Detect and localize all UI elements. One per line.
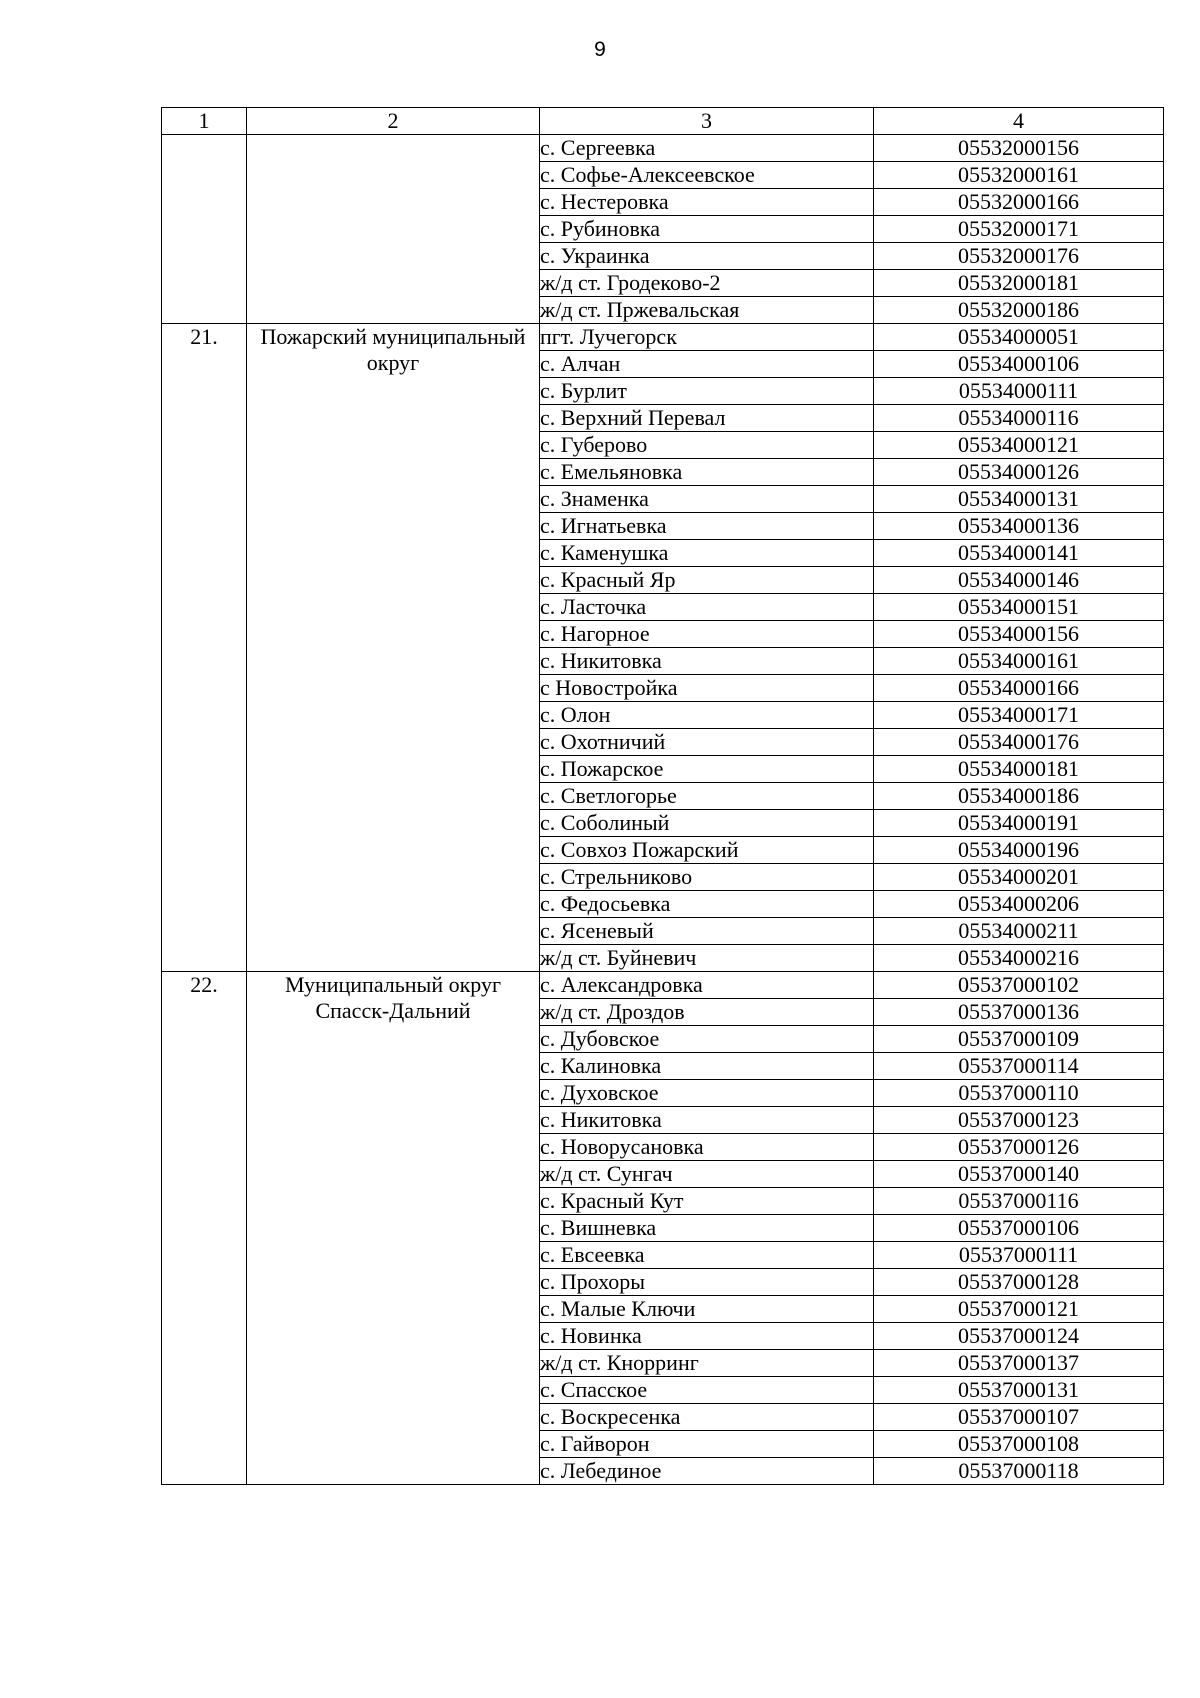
oktmo-code: 05534000161 (874, 648, 1164, 675)
settlement-name: с. Новорусановка (540, 1134, 874, 1161)
settlement-name: с. Вишневка (540, 1215, 874, 1242)
column-header: 4 (874, 108, 1164, 135)
settlement-name: с. Светлогорье (540, 783, 874, 810)
oktmo-code: 05537000102 (874, 972, 1164, 999)
settlement-name: с. Олон (540, 702, 874, 729)
oktmo-code: 05534000201 (874, 864, 1164, 891)
oktmo-code: 05534000176 (874, 729, 1164, 756)
settlement-name: с Новостройка (540, 675, 874, 702)
settlement-registry-table (161, 107, 1164, 1485)
oktmo-code: 05537000116 (874, 1188, 1164, 1215)
settlement-name: с. Красный Яр (540, 567, 874, 594)
settlement-name: с. Каменушка (540, 540, 874, 567)
oktmo-code: 05534000186 (874, 783, 1164, 810)
settlement-name: с. Игнатьевка (540, 513, 874, 540)
column-header: 2 (247, 108, 540, 135)
settlement-name: с. Дубовское (540, 1026, 874, 1053)
oktmo-code: 05534000141 (874, 540, 1164, 567)
oktmo-code: 05534000216 (874, 945, 1164, 972)
settlement-name: с. Губерово (540, 432, 874, 459)
settlement-name: пгт. Лучегорск (540, 324, 874, 351)
oktmo-code: 05537000107 (874, 1404, 1164, 1431)
oktmo-code: 05537000140 (874, 1161, 1164, 1188)
oktmo-code: 05532000156 (874, 135, 1164, 162)
settlement-name: с. Александровка (540, 972, 874, 999)
oktmo-code: 05532000186 (874, 297, 1164, 324)
oktmo-code: 05534000171 (874, 702, 1164, 729)
settlement-name: ж/д ст. Буйневич (540, 945, 874, 972)
oktmo-code: 05532000161 (874, 162, 1164, 189)
settlement-name: с. Алчан (540, 351, 874, 378)
district-number (162, 135, 247, 324)
settlement-name: с. Спасское (540, 1377, 874, 1404)
oktmo-code: 05534000106 (874, 351, 1164, 378)
settlement-name: с. Верхний Перевал (540, 405, 874, 432)
oktmo-code: 05534000181 (874, 756, 1164, 783)
oktmo-code: 05537000106 (874, 1215, 1164, 1242)
settlement-name: с. Гайворон (540, 1431, 874, 1458)
settlement-name: с. Малые Ключи (540, 1296, 874, 1323)
table-row (162, 135, 1164, 162)
column-header: 3 (540, 108, 874, 135)
oktmo-code: 05532000166 (874, 189, 1164, 216)
oktmo-code: 05537000121 (874, 1296, 1164, 1323)
oktmo-code: 05537000128 (874, 1269, 1164, 1296)
district-number: 22. (162, 972, 247, 1485)
oktmo-code: 05534000191 (874, 810, 1164, 837)
settlement-name: с. Пожарское (540, 756, 874, 783)
settlement-name: с. Украинка (540, 243, 874, 270)
settlement-name: с. Калиновка (540, 1053, 874, 1080)
settlement-name: с. Духовское (540, 1080, 874, 1107)
page-number: 9 (594, 38, 606, 61)
oktmo-code: 05534000051 (874, 324, 1164, 351)
column-header: 1 (162, 108, 247, 135)
settlement-name: с. Евсеевка (540, 1242, 874, 1269)
oktmo-code: 05537000114 (874, 1053, 1164, 1080)
settlement-name: с. Совхоз Пожарский (540, 837, 874, 864)
settlement-name: с. Ясеневый (540, 918, 874, 945)
settlement-name: с. Ласточка (540, 594, 874, 621)
district-name: Муниципальный округ Спасск-Дальний (247, 972, 540, 1485)
table-row (162, 324, 1164, 351)
oktmo-code: 05534000131 (874, 486, 1164, 513)
table-row (162, 972, 1164, 999)
oktmo-code: 05537000111 (874, 1242, 1164, 1269)
settlement-name: ж/д ст. Кнорринг (540, 1350, 874, 1377)
oktmo-code: 05537000136 (874, 999, 1164, 1026)
settlement-name: с. Нагорное (540, 621, 874, 648)
oktmo-code: 05537000109 (874, 1026, 1164, 1053)
table-body (162, 135, 1164, 1485)
settlement-name: ж/д ст. Дроздов (540, 999, 874, 1026)
oktmo-code: 05534000166 (874, 675, 1164, 702)
district-name (247, 135, 540, 324)
settlement-name: с. Рубиновка (540, 216, 874, 243)
settlement-name: ж/д ст. Гродеково-2 (540, 270, 874, 297)
settlement-name: с. Красный Кут (540, 1188, 874, 1215)
oktmo-code: 05534000206 (874, 891, 1164, 918)
oktmo-code: 05537000108 (874, 1431, 1164, 1458)
settlement-name: с. Охотничий (540, 729, 874, 756)
settlement-name: с. Соболиный (540, 810, 874, 837)
settlement-name: с. Знаменка (540, 486, 874, 513)
table-header-row (162, 108, 1164, 135)
settlement-name: с. Нестеровка (540, 189, 874, 216)
settlement-name: с. Новинка (540, 1323, 874, 1350)
oktmo-code: 05534000121 (874, 432, 1164, 459)
oktmo-code: 05534000111 (874, 378, 1164, 405)
oktmo-code: 05534000136 (874, 513, 1164, 540)
settlement-name: с. Федосьевка (540, 891, 874, 918)
settlement-name: с. Прохоры (540, 1269, 874, 1296)
oktmo-code: 05534000151 (874, 594, 1164, 621)
settlement-name: с. Сергеевка (540, 135, 874, 162)
settlement-name: с. Емельяновка (540, 459, 874, 486)
oktmo-code: 05537000110 (874, 1080, 1164, 1107)
settlement-name: с. Стрельниково (540, 864, 874, 891)
oktmo-code: 05537000124 (874, 1323, 1164, 1350)
settlement-name: с. Софье-Алексеевское (540, 162, 874, 189)
oktmo-code: 05534000146 (874, 567, 1164, 594)
settlement-name: с. Воскресенка (540, 1404, 874, 1431)
district-name: Пожарский муниципальный округ (247, 324, 540, 972)
oktmo-code: 05532000171 (874, 216, 1164, 243)
oktmo-code: 05537000137 (874, 1350, 1164, 1377)
settlement-name: с. Никитовка (540, 648, 874, 675)
oktmo-code: 05534000211 (874, 918, 1164, 945)
oktmo-code: 05537000126 (874, 1134, 1164, 1161)
oktmo-code: 05537000118 (874, 1458, 1164, 1485)
oktmo-code: 05534000116 (874, 405, 1164, 432)
oktmo-code: 05534000156 (874, 621, 1164, 648)
settlement-name: с. Лебединое (540, 1458, 874, 1485)
settlement-name: с. Бурлит (540, 378, 874, 405)
settlement-name: ж/д ст. Сунгач (540, 1161, 874, 1188)
district-number: 21. (162, 324, 247, 972)
oktmo-code: 05534000196 (874, 837, 1164, 864)
settlement-name: с. Никитовка (540, 1107, 874, 1134)
oktmo-code: 05532000176 (874, 243, 1164, 270)
oktmo-code: 05537000123 (874, 1107, 1164, 1134)
settlement-name: ж/д ст. Пржевальская (540, 297, 874, 324)
oktmo-code: 05534000126 (874, 459, 1164, 486)
oktmo-code: 05532000181 (874, 270, 1164, 297)
oktmo-code: 05537000131 (874, 1377, 1164, 1404)
